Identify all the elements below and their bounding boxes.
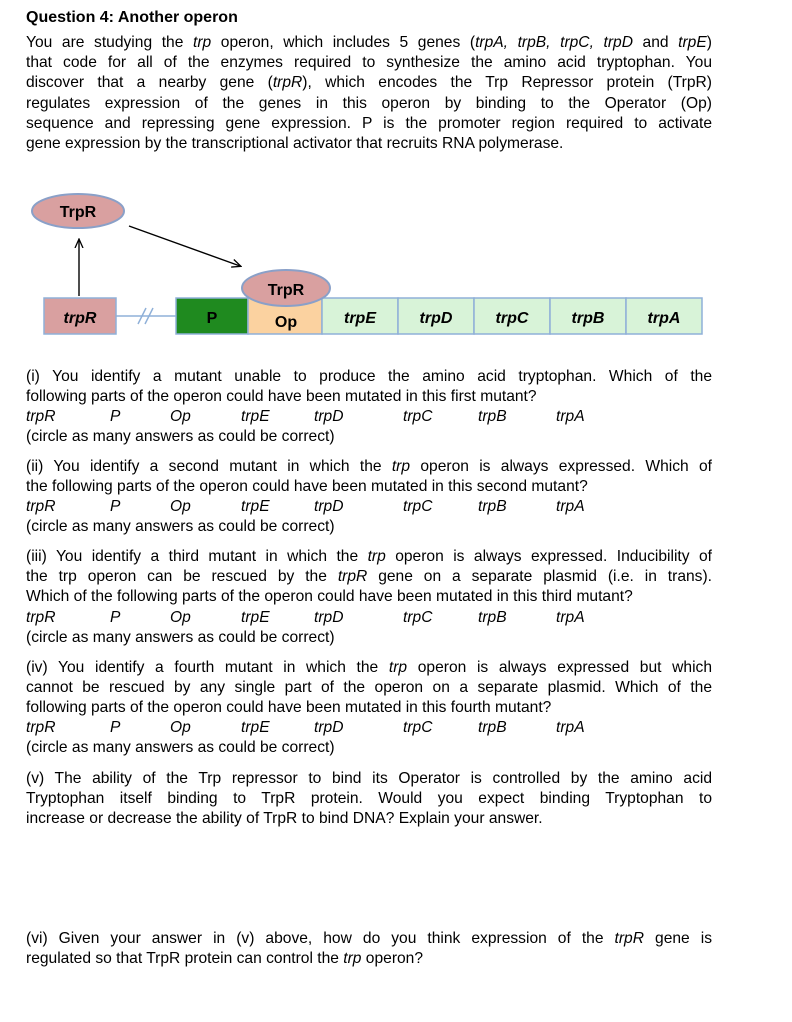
circle-note-iv: (circle as many answers as could be correct)	[26, 739, 335, 756]
circle-note-i: (circle as many answers as could be correct)	[26, 428, 335, 445]
text-line: gene expression by the transcriptional activator that recruits RNA polymerase.	[26, 135, 564, 153]
gene-label-trpD: trpD	[419, 310, 453, 327]
answer-option-p[interactable]: P	[110, 609, 121, 626]
text-line: Which of the following parts of the operon could have been mutated in this third mutant?	[26, 588, 633, 606]
circle-note-ii: (circle as many answers as could be correct)	[26, 518, 335, 535]
answer-option-trpr[interactable]: trpR	[26, 498, 56, 515]
answer-option-trpe[interactable]: trpE	[241, 609, 270, 626]
text-line: (ii) You identify a second mutant in which the trp operon is always expressed. Which of	[26, 458, 712, 475]
gene-label-trpB: trpB	[571, 310, 605, 327]
text-line: (iv) You identify a fourth mutant in which the trp operon is always expressed but which	[26, 659, 712, 676]
circle-note-iii: (circle as many answers as could be correct)	[26, 629, 335, 646]
answer-option-op[interactable]: Op	[170, 408, 191, 425]
text-line: You are studying the trp operon, which includes 5 genes (trpA, trpB, trpC, trpD and trpE)	[26, 34, 712, 51]
gene-label-trpR: trpR	[63, 310, 97, 327]
gene-label-trpE: trpE	[344, 310, 376, 327]
answer-option-p[interactable]: P	[110, 498, 121, 515]
text-line: (i) You identify a mutant unable to produce the amino acid tryptophan. Which of the	[26, 368, 712, 385]
answer-option-op[interactable]: Op	[170, 498, 191, 515]
answer-option-trpc[interactable]: trpC	[403, 609, 433, 626]
text-line: Tryptophan itself binding to TrpR protein. Would you expect binding Tryptophan to	[26, 790, 712, 808]
answer-option-trpe[interactable]: trpE	[241, 498, 270, 515]
text-line: increase or decrease the ability of TrpR to bind DNA? Explain your answer.	[26, 810, 543, 828]
answer-option-trpa[interactable]: trpA	[556, 609, 585, 626]
answer-option-p[interactable]: P	[110, 719, 121, 736]
answer-option-trpc[interactable]: trpC	[403, 719, 433, 736]
trpR-protein-free-label: TrpR	[59, 204, 97, 221]
text-line: regulates expression of the genes in this operon by binding to the Operator (Op)	[26, 94, 712, 112]
answer-option-trpr[interactable]: trpR	[26, 408, 56, 425]
text-line: (vi) Given your answer in (v) above, how do you think expression of the trpR gene is	[26, 930, 712, 947]
answer-option-trpb[interactable]: trpB	[478, 408, 507, 425]
question-ii-text	[26, 457, 712, 497]
text-line: the following parts of the operon could have been mutated in this second mutant?	[26, 478, 588, 496]
question-i-text	[26, 367, 712, 407]
gene-label-operator: Op	[274, 314, 298, 331]
answer-option-trpc[interactable]: trpC	[403, 498, 433, 515]
gene-label-promoter: P	[206, 310, 218, 327]
gene-label-trpC: trpC	[495, 310, 529, 327]
trpR-protein-bound-label: TrpR	[267, 282, 305, 299]
answer-option-trpa[interactable]: trpA	[556, 408, 585, 425]
question-v-text	[26, 769, 712, 830]
answer-option-trpd[interactable]: trpD	[314, 498, 344, 515]
answer-option-op[interactable]: Op	[170, 609, 191, 626]
text-line: following parts of the operon could have been mutated in this fourth mutant?	[26, 699, 552, 717]
text-line: cannot be rescued by any single part of the operon on a separate plasmid. Which of the	[26, 679, 712, 697]
text-line: regulated so that TrpR protein can control the trp operon?	[26, 950, 424, 968]
text-line: (iii) You identify a third mutant in which the trp operon is always expressed. Inducibility of	[26, 548, 712, 565]
text-line: that code for all of the enzymes required to synthesize the amino acid tryptophan. You	[26, 54, 712, 72]
text-line: (v) The ability of the Trp repressor to bind its Operator is controlled by the amino acid	[26, 770, 712, 787]
answer-option-trpd[interactable]: trpD	[314, 408, 344, 425]
answer-option-trpr[interactable]: trpR	[26, 609, 56, 626]
question-vi-text	[26, 929, 712, 969]
answer-option-trpe[interactable]: trpE	[241, 408, 270, 425]
answer-option-trpa[interactable]: trpA	[556, 719, 585, 736]
answer-option-trpd[interactable]: trpD	[314, 609, 344, 626]
answer-option-op[interactable]: Op	[170, 719, 191, 736]
text-line: the trp operon can be rescued by the trpR gene on a separate plasmid (i.e. in trans).	[26, 568, 712, 586]
answer-option-trpr[interactable]: trpR	[26, 719, 56, 736]
answer-option-trpb[interactable]: trpB	[478, 719, 507, 736]
text-line: discover that a nearby gene (trpR), which encodes the Trp Repressor protein (TrpR)	[26, 74, 712, 92]
question-iv-text	[26, 658, 712, 719]
text-line: sequence and repressing gene expression. P is the promoter region required to activate	[26, 114, 712, 132]
question-iii-text	[26, 547, 712, 608]
answer-option-trpa[interactable]: trpA	[556, 498, 585, 515]
operon-diagram	[0, 0, 792, 360]
answer-option-trpc[interactable]: trpC	[403, 408, 433, 425]
answer-option-trpe[interactable]: trpE	[241, 719, 270, 736]
text-line: following parts of the operon could have been mutated in this first mutant?	[26, 388, 537, 406]
answer-option-p[interactable]: P	[110, 408, 121, 425]
question-title: Question 4: Another operon	[26, 9, 238, 26]
answer-option-trpd[interactable]: trpD	[314, 719, 344, 736]
answer-option-trpb[interactable]: trpB	[478, 609, 507, 626]
binding-arrow	[129, 226, 240, 266]
gene-label-trpA: trpA	[647, 310, 681, 327]
answer-option-trpb[interactable]: trpB	[478, 498, 507, 515]
